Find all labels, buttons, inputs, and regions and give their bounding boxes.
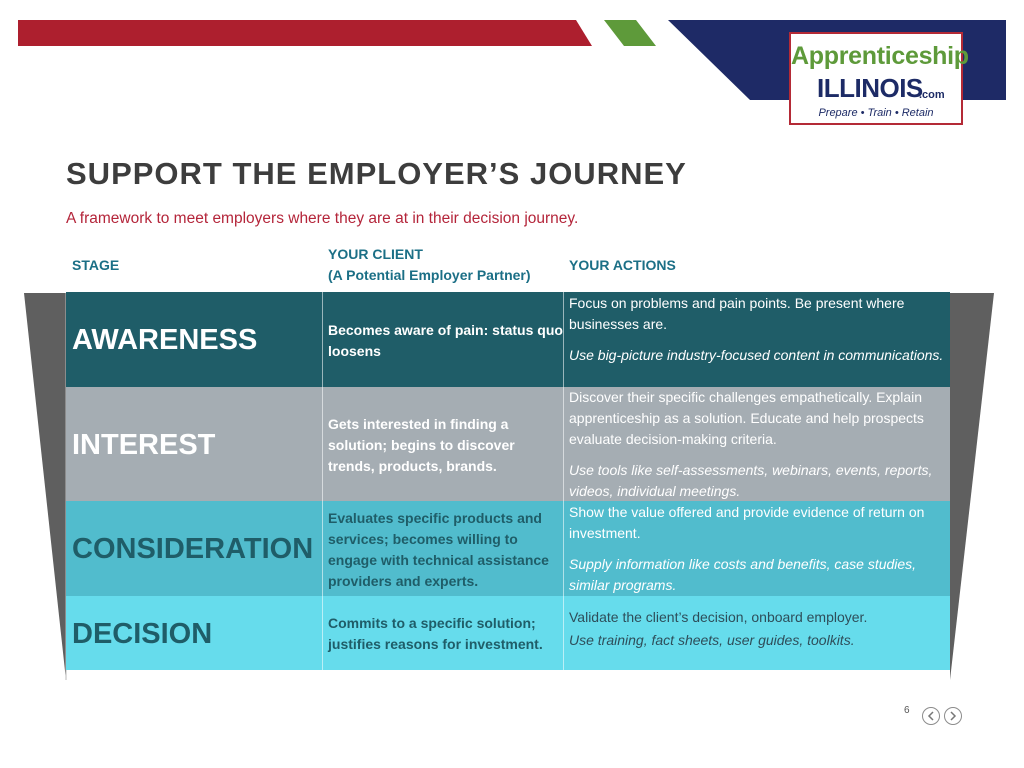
actions-cell	[569, 387, 947, 502]
red-banner	[18, 20, 592, 46]
funnel-left-wall	[24, 293, 66, 680]
stage-label: CONSIDERATION	[72, 533, 314, 565]
funnel-right-wall	[950, 293, 994, 680]
action-note: Use big-picture industry-focused content in communications.	[569, 347, 944, 363]
stage-row-decision	[66, 596, 950, 670]
action-text: Validate the client’s decision, onboard employer.	[569, 609, 868, 625]
client-text: Evaluates specific products and services; becomes willing to engage with technical assistance providers and experts.	[328, 510, 549, 589]
header-client-line2: (A Potential Employer Partner)	[328, 267, 531, 283]
header-client-line1: YOUR CLIENT	[328, 246, 423, 262]
stage-label: AWARENESS	[72, 324, 258, 356]
previous-slide-button[interactable]	[922, 707, 940, 725]
header-actions: YOUR ACTIONS	[569, 257, 676, 273]
stage-label: DECISION	[72, 618, 213, 650]
action-note: Supply information like costs and benefits, case studies, similar programs.	[569, 556, 917, 593]
logo-line1: Apprenticeship	[791, 42, 969, 70]
action-text: Discover their specific challenges empathetically. Explain apprenticeship as a solution. Educate and help prospects evaluate decision-making criteria.	[569, 389, 924, 447]
logo-line2: ILLINOIS	[817, 73, 923, 103]
action-text: Focus on problems and pain points. Be present where businesses are.	[569, 295, 905, 332]
logo-line2-suffix: .com	[919, 89, 945, 101]
page-number: 6	[904, 705, 910, 716]
stage-row-awareness	[66, 292, 950, 387]
actions-cell	[569, 293, 947, 366]
page-subtitle: A framework to meet employers where they are at in their decision journey.	[66, 210, 579, 227]
action-note: Use training, fact sheets, user guides, toolkits.	[569, 632, 855, 648]
green-chevron	[604, 20, 656, 46]
header-stage: STAGE	[72, 257, 120, 273]
header-client	[328, 244, 531, 286]
action-note: Use tools like self-assessments, webinars, events, reports, videos, individual meetings.	[569, 462, 933, 499]
client-text: Commits to a specific solution; justifies reasons for investment.	[328, 615, 543, 652]
next-slide-button[interactable]	[944, 707, 962, 725]
apprenticeship-illinois-logo	[789, 32, 969, 125]
actions-cell	[569, 607, 947, 651]
logo-tagline: Prepare • Train • Retain	[818, 107, 934, 119]
stage-row-consideration	[66, 501, 950, 596]
chevron-right-icon	[945, 708, 961, 724]
stage-row-interest	[66, 387, 950, 501]
page-title: SUPPORT THE EMPLOYER’S JOURNEY	[66, 156, 687, 191]
client-text: Becomes aware of pain: status quo loosens	[328, 322, 563, 359]
actions-cell	[569, 502, 947, 596]
client-text: Gets interested in finding a solution; begins to discover trends, products, brands.	[328, 416, 515, 474]
action-text: Show the value offered and provide evidence of return on investment.	[569, 504, 925, 541]
stage-label: INTEREST	[72, 429, 216, 461]
chevron-left-icon	[923, 708, 939, 724]
